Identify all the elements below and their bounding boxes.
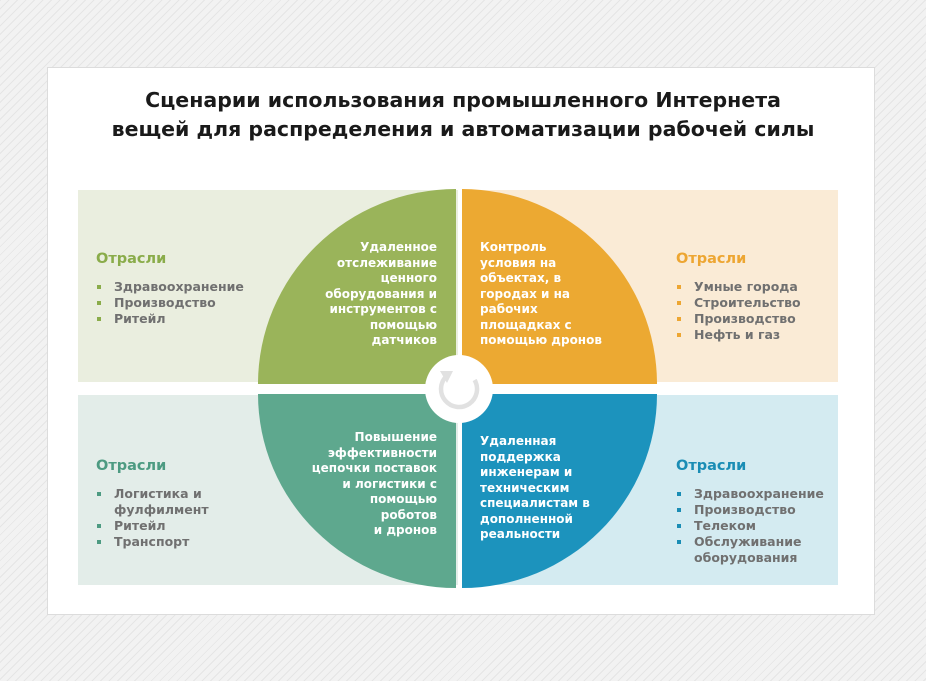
industries-bottom-right xyxy=(676,457,824,566)
industry-item: Производство xyxy=(676,311,801,327)
industries-list xyxy=(676,486,824,566)
industry-item: Телеком xyxy=(676,518,824,534)
industry-item: Производство xyxy=(96,295,244,311)
title-line-2: вещей для распределения и автоматизации рабочей силы xyxy=(111,117,815,141)
industries-bottom-left xyxy=(96,457,209,550)
industries-heading: Отрасли xyxy=(96,251,167,267)
industry-item: Ритейл xyxy=(96,311,244,327)
industries-heading: Отрасли xyxy=(96,458,167,474)
industries-list xyxy=(676,279,801,343)
center-circle xyxy=(425,355,493,423)
segment-top-right-text: Контроль условия на объектах, в городах и на рабочих площадках с помощью дронов xyxy=(480,240,602,347)
segment-bottom-right-text: Удаленная поддержка инженерам и техническим специалистам в дополненной реальности xyxy=(480,434,590,541)
industry-item: Ритейл xyxy=(96,518,209,534)
industry-item: Умные города xyxy=(676,279,801,295)
industry-item: Здравоохранение xyxy=(676,486,824,502)
segment-top-left-text: Удаленное отслеживание ценного оборудования и инструментов с помощью датчиков xyxy=(325,240,437,347)
industries-heading: Отрасли xyxy=(676,458,747,474)
industries-top-right xyxy=(676,250,801,343)
industry-item: Обслуживание оборудования xyxy=(676,534,824,566)
industry-item: Логистика и фулфилмент xyxy=(96,486,209,518)
industry-item: Здравоохранение xyxy=(96,279,244,295)
industries-top-left xyxy=(96,250,244,327)
industries-list xyxy=(96,279,244,327)
industry-item: Нефть и газ xyxy=(676,327,801,343)
industry-item: Строительство xyxy=(676,295,801,311)
industry-item: Производство xyxy=(676,502,824,518)
industries-list xyxy=(96,486,209,550)
industry-item: Транспорт xyxy=(96,534,209,550)
title-line-1: Сценарии использования промышленного Интернета xyxy=(145,88,781,112)
segment-bottom-left-text: Повышение эффективности цепочки поставок и логистики с помощью роботов и дронов xyxy=(311,430,437,537)
industries-heading: Отрасли xyxy=(676,251,747,267)
